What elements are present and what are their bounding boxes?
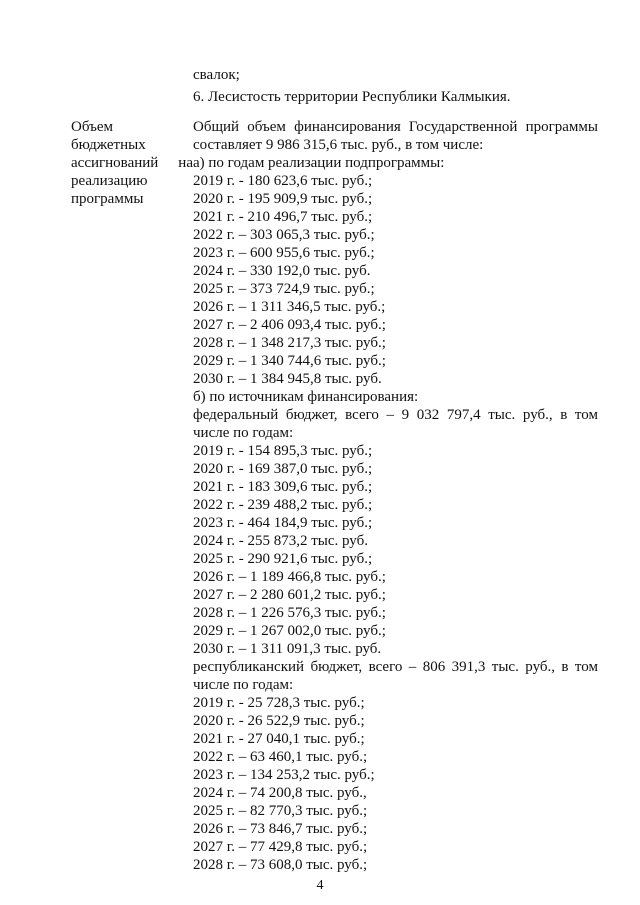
page-number: 4	[316, 878, 324, 893]
body-line: 2026 г. – 1 189 466,8 тыс. руб.;	[193, 569, 386, 585]
body-line: 2021 г. - 27 040,1 тыс. руб.;	[193, 731, 365, 747]
body-line: 2023 г. – 134 253,2 тыс. руб.;	[193, 767, 375, 783]
body-line: 2020 г. - 195 909,9 тыс. руб.;	[193, 191, 373, 207]
body-line: 2028 г. – 1 226 576,3 тыс. руб.;	[193, 605, 386, 621]
body-line: 2019 г. - 180 623,6 тыс. руб.;	[193, 173, 373, 189]
body-line: 2030 г. – 1 311 091,3 тыс. руб.	[193, 641, 382, 657]
body-line: 2026 г. – 1 311 346,5 тыс. руб.;	[193, 299, 386, 315]
body-line: 2030 г. – 1 384 945,8 тыс. руб.	[193, 371, 382, 387]
body-line: 2026 г. – 73 846,7 тыс. руб.;	[193, 821, 368, 837]
body-line: 2020 г. - 169 387,0 тыс. руб.;	[193, 461, 373, 477]
body-line: 2024 г. – 330 192,0 тыс. руб.	[193, 263, 371, 279]
intro-line: свалок;	[193, 67, 240, 83]
section-label-line: программы	[71, 191, 144, 207]
body-line: числе по годам:	[193, 677, 294, 693]
body-line: федеральный бюджет, всего – 9 032 797,4 тыс. руб., в том	[193, 407, 598, 423]
body-line: 2027 г. – 2 406 093,4 тыс. руб.;	[193, 317, 386, 333]
body-line: составляет 9 986 315,6 тыс. руб., в том числе:	[193, 137, 484, 153]
section-label-line: реализацию	[71, 173, 148, 189]
body-line: числе по годам:	[193, 425, 294, 441]
section-label-line: Объем	[71, 119, 113, 135]
body-line: 2023 г. – 600 955,6 тыс. руб.;	[193, 245, 375, 261]
body-line: 2025 г. – 373 724,9 тыс. руб.;	[193, 281, 375, 297]
body-line: 2023 г. - 464 184,9 тыс. руб.;	[193, 515, 373, 531]
body-line: 2027 г. – 77 429,8 тыс. руб.;	[193, 839, 368, 855]
body-line: 2028 г. – 1 348 217,3 тыс. руб.;	[193, 335, 386, 351]
body-line: а) по годам реализации подпрограммы:	[193, 155, 445, 171]
body-line: б) по источникам финансирования:	[193, 389, 419, 405]
body-line: 2025 г. - 290 921,6 тыс. руб.;	[193, 551, 373, 567]
body-line: 2021 г. - 210 496,7 тыс. руб.;	[193, 209, 373, 225]
body-line: 2025 г. – 82 770,3 тыс. руб.;	[193, 803, 368, 819]
body-line: 2020 г. - 26 522,9 тыс. руб.;	[193, 713, 365, 729]
body-line: 2029 г. – 1 340 744,6 тыс. руб.;	[193, 353, 386, 369]
body-line: 2027 г. – 2 280 601,2 тыс. руб.;	[193, 587, 386, 603]
section-label-line: ассигнований на	[71, 155, 193, 171]
intro-line: 6. Лесистость территории Республики Калмыкия.	[193, 89, 511, 105]
body-line: республиканский бюджет, всего – 806 391,3 тыс. руб., в том	[193, 659, 598, 675]
body-line: 2022 г. – 63 460,1 тыс. руб.;	[193, 749, 368, 765]
body-line: 2022 г. – 303 065,3 тыс. руб.;	[193, 227, 375, 243]
body-line: 2024 г. – 74 200,8 тыс. руб.,	[193, 785, 367, 801]
body-line: 2028 г. – 73 608,0 тыс. руб.;	[193, 857, 368, 873]
body-line: 2019 г. - 154 895,3 тыс. руб.;	[193, 443, 373, 459]
section-label-line: бюджетных	[71, 137, 146, 153]
body-line: 2021 г. - 183 309,6 тыс. руб.;	[193, 479, 373, 495]
body-line: Общий объем финансирования Государственной программы	[193, 119, 598, 135]
body-line: 2019 г. - 25 728,3 тыс. руб.;	[193, 695, 365, 711]
body-line: 2029 г. – 1 267 002,0 тыс. руб.;	[193, 623, 386, 639]
body-line: 2024 г. - 255 873,2 тыс. руб.	[193, 533, 368, 549]
body-line: 2022 г. - 239 488,2 тыс. руб.;	[193, 497, 373, 513]
